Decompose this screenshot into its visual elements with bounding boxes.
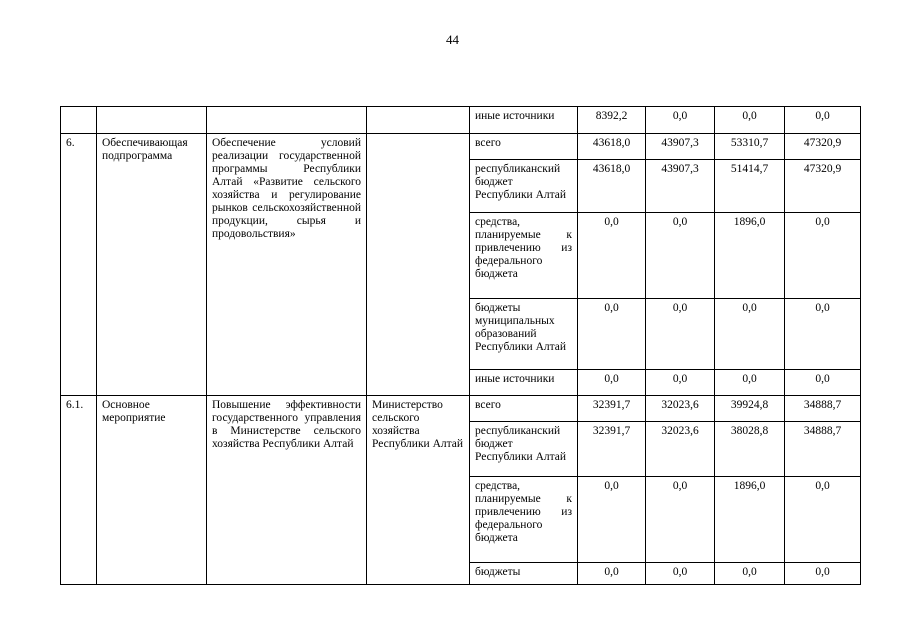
row-name-cell: Обеспечение условий реализации государственной программы Республики Алтай «Развитие сельского хозяйства и регулирование рынков сельскохозяйственной продукции, сырья и продовольствия» — [207, 134, 367, 396]
value-cell: 51414,7 — [715, 160, 785, 213]
value-cell: 47320,9 — [785, 160, 861, 213]
value-cell: 0,0 — [578, 213, 646, 299]
value-cell: 8392,2 — [578, 107, 646, 134]
value-cell: 0,0 — [785, 299, 861, 370]
row-number-cell: 6. — [61, 134, 97, 396]
value-cell: 43618,0 — [578, 160, 646, 213]
table-row — [61, 107, 861, 134]
funding-source-cell: иные источники — [470, 107, 578, 134]
funding-source-cell: всего — [470, 396, 578, 422]
row-executor-cell — [367, 107, 470, 134]
value-cell: 43907,3 — [646, 134, 715, 160]
row-type-cell: Основное мероприятие — [97, 396, 207, 585]
funding-source-cell: республиканский бюджет Республики Алтай — [470, 422, 578, 477]
value-cell: 0,0 — [646, 370, 715, 396]
funding-source-cell: бюджеты — [470, 563, 578, 585]
value-cell: 34888,7 — [785, 422, 861, 477]
row-name-cell — [207, 107, 367, 134]
table-row — [61, 396, 861, 422]
value-cell: 0,0 — [715, 370, 785, 396]
row-name-cell: Повышение эффективности государственного управления в Министерстве сельского хозяйства Республики Алтай — [207, 396, 367, 585]
value-cell: 0,0 — [715, 299, 785, 370]
funding-source-cell: республиканский бюджет Республики Алтай — [470, 160, 578, 213]
value-cell: 0,0 — [578, 477, 646, 563]
row-number-cell — [61, 107, 97, 134]
value-cell: 43618,0 — [578, 134, 646, 160]
value-cell: 0,0 — [578, 563, 646, 585]
value-cell: 0,0 — [715, 107, 785, 134]
value-cell: 53310,7 — [715, 134, 785, 160]
row-executor-cell — [367, 134, 470, 396]
value-cell: 43907,3 — [646, 160, 715, 213]
value-cell: 32023,6 — [646, 422, 715, 477]
value-cell: 1896,0 — [715, 213, 785, 299]
value-cell: 32023,6 — [646, 396, 715, 422]
value-cell: 0,0 — [646, 477, 715, 563]
value-cell: 0,0 — [785, 107, 861, 134]
value-cell: 0,0 — [578, 370, 646, 396]
funding-source-cell: иные источники — [470, 370, 578, 396]
value-cell: 34888,7 — [785, 396, 861, 422]
value-cell: 0,0 — [578, 299, 646, 370]
funding-source-cell: бюджеты муниципальных образований Республики Алтай — [470, 299, 578, 370]
table-row — [61, 134, 861, 160]
value-cell: 38028,8 — [715, 422, 785, 477]
value-cell: 0,0 — [646, 299, 715, 370]
value-cell: 32391,7 — [578, 396, 646, 422]
value-cell: 0,0 — [785, 370, 861, 396]
row-executor-cell: Министерство сельского хозяйства Республики Алтай — [367, 396, 470, 585]
funding-source-cell: средства, планируемые к привлечению из федерального бюджета — [470, 213, 578, 299]
value-cell: 32391,7 — [578, 422, 646, 477]
value-cell: 0,0 — [646, 563, 715, 585]
value-cell: 0,0 — [785, 477, 861, 563]
row-type-cell — [97, 107, 207, 134]
value-cell: 0,0 — [785, 213, 861, 299]
funding-source-cell: средства, планируемые к привлечению из федерального бюджета — [470, 477, 578, 563]
value-cell: 1896,0 — [715, 477, 785, 563]
value-cell: 39924,8 — [715, 396, 785, 422]
value-cell: 47320,9 — [785, 134, 861, 160]
value-cell: 0,0 — [646, 213, 715, 299]
value-cell: 0,0 — [715, 563, 785, 585]
funding-source-cell: всего — [470, 134, 578, 160]
row-number-cell: 6.1. — [61, 396, 97, 585]
value-cell: 0,0 — [646, 107, 715, 134]
page-number: 44 — [446, 32, 459, 47]
row-type-cell: Обеспечивающая подпрограмма — [97, 134, 207, 396]
budget-table — [60, 106, 861, 585]
value-cell: 0,0 — [785, 563, 861, 585]
